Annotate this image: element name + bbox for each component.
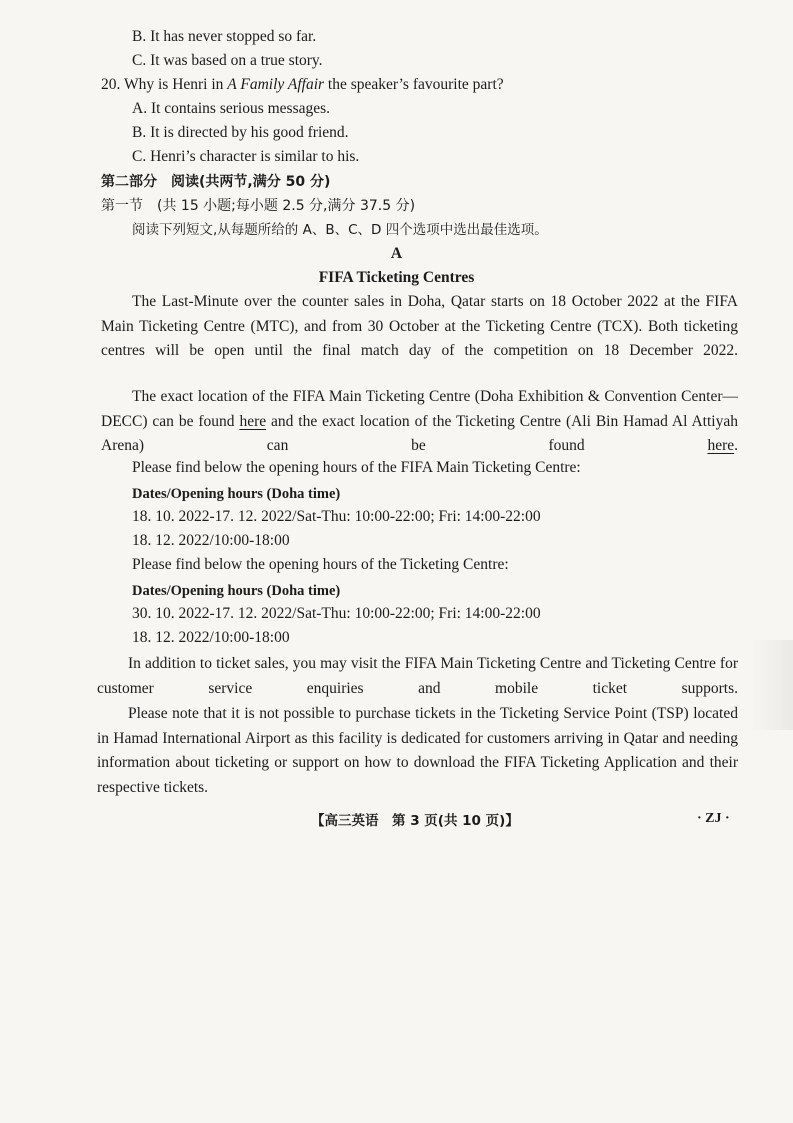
location-link-tcx[interactable]: here	[707, 437, 735, 454]
tc-hours-intro: Please find below the opening hours of the Ticketing Centre:	[132, 556, 509, 573]
option-20-a: A. It contains serious messages.	[132, 100, 331, 117]
subsection-heading: 第一节 (共 15 小题;每小题 2.5 分,满分 37.5 分)	[101, 198, 416, 214]
paragraph-3: In addition to ticket sales, you may visit the FIFA Main Ticketing Centre and Ticketing Centre for customer service enquiries and mobile ticket supports.	[97, 655, 738, 697]
mtc-hours-intro: Please find below the opening hours of the FIFA Main Ticketing Centre:	[132, 459, 581, 476]
instruction: 阅读下列短文,从每题所给的 A、B、C、D 四个选项中选出最佳选项。	[132, 222, 548, 238]
section-heading: 第二部分 阅读(共两节,满分 50 分)	[101, 174, 331, 190]
scan-edge-shadow	[751, 640, 793, 730]
paragraph-2: The exact location of the FIFA Main Ticketing Centre (Doha Exhibition & Convention Center—DECC) can be found here and the exact location of the Ticketing Centre (Ali Bin Hamad Al Attiyah Arena) can be found here.	[101, 388, 738, 454]
tc-hours-label: Dates/Opening hours (Doha time)	[132, 583, 341, 599]
page-footer: 【高三英语 第 3 页(共 10 页)】	[311, 813, 519, 829]
passage-title: FIFA Ticketing Centres	[318, 269, 475, 286]
option-19-b: B. It has never stopped so far.	[132, 28, 317, 45]
paragraph-4: Please note that it is not possible to purchase tickets in the Ticketing Service Point (TSP) located in Hamad International Airport as this facility is dedicated for customers arriving in Qatar and needing information about ticketing or support on how to download the FIFA Ticketing Application and their respective tickets.	[97, 705, 738, 796]
paragraph-1: The Last-Minute over the counter sales in Doha, Qatar starts on 18 October 2022 at the FIFA Main Ticketing Centre (MTC), and from 30 October at the Ticketing Centre (TCX). Both ticketing centres will be open until the final match day of the competition on 18 December 2022.	[101, 293, 738, 359]
mtc-hours-line-2: 18. 12. 2022/10:00-18:00	[132, 532, 290, 549]
passage-letter: A	[390, 245, 403, 262]
edition-code: · ZJ ·	[697, 811, 730, 826]
tc-hours-line-2: 18. 12. 2022/10:00-18:00	[132, 629, 290, 646]
option-19-c: C. It was based on a true story.	[132, 52, 323, 69]
question-20: 20. Why is Henri in A Family Affair the speaker’s favourite part?	[101, 76, 504, 93]
tc-hours-line-1: 30. 10. 2022-17. 12. 2022/Sat-Thu: 10:00-22:00; Fri: 14:00-22:00	[132, 605, 541, 622]
location-link-mtc[interactable]: here	[239, 412, 267, 430]
option-20-b: B. It is directed by his good friend.	[132, 124, 349, 141]
mtc-hours-line-1: 18. 10. 2022-17. 12. 2022/Sat-Thu: 10:00-22:00; Fri: 14:00-22:00	[132, 508, 541, 525]
option-20-c: C. Henri’s character is similar to his.	[132, 148, 360, 165]
mtc-hours-label: Dates/Opening hours (Doha time)	[132, 486, 341, 502]
film-title: A Family Affair	[227, 76, 325, 93]
